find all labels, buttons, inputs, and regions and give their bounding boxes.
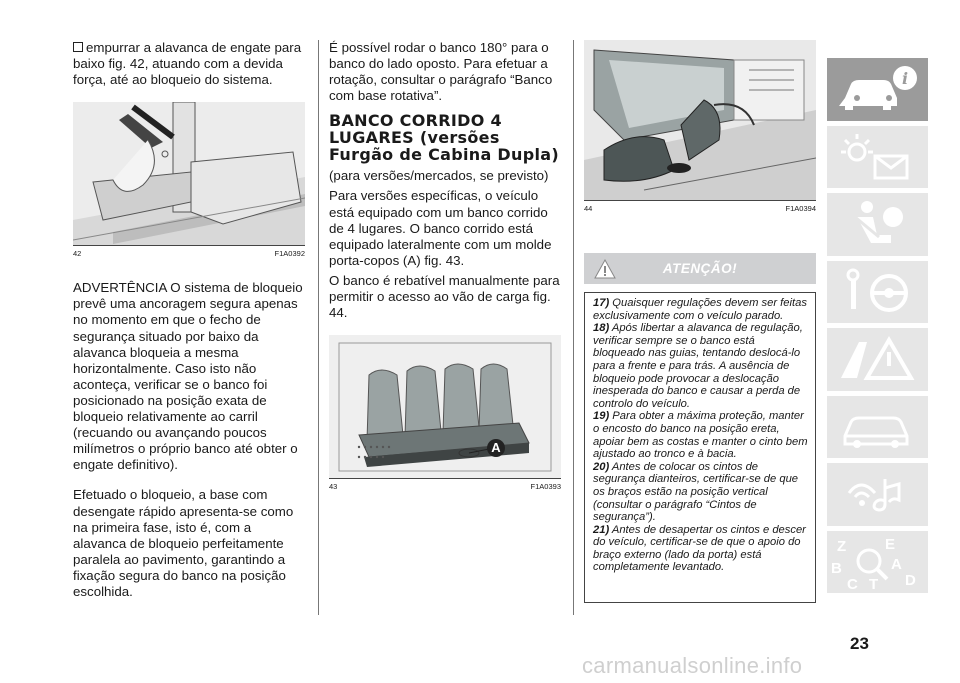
tab-starting-driving[interactable] bbox=[827, 261, 928, 324]
column-1 bbox=[73, 40, 305, 600]
figure-42-caption bbox=[73, 246, 305, 258]
warning-item: 19) Para obter a máxima proteção, manter o encosto do banco na posição ereta, apoiar bem as costas e manter o cinto bem ajustado ao tronco e à bacia. bbox=[593, 410, 808, 461]
tab-car-info[interactable] bbox=[827, 58, 928, 121]
road-hazard-icon bbox=[827, 328, 928, 390]
figure-44 bbox=[584, 40, 816, 201]
tab-multimedia[interactable] bbox=[827, 463, 928, 526]
paragraph-foldable: O banco é rebatível manualmente para permitir o acesso ao vão de carga fig. 44. bbox=[329, 272, 560, 321]
figure-44-caption bbox=[584, 201, 816, 213]
index-letter: C bbox=[847, 575, 858, 593]
figure-43-caption bbox=[329, 479, 561, 491]
paragraph-advertencia: ADVERTÊNCIA O sistema de bloqueio prevê uma ancoragem segura apenas no momento em que o fecho de segurança situado por baixo da alavanca bloqueia a mesma horizontalmente. Caso isto não aconteça, verificar se o banco foi posicionado na posição exata de bloqueio relativamente ao carril (recuando ou avançando poucos milímetros o próprio banco até obter o engate definitivo). bbox=[73, 280, 303, 473]
warning-box bbox=[584, 253, 816, 603]
column-divider bbox=[318, 40, 319, 615]
index-letter: Z bbox=[837, 537, 847, 555]
paragraph-rotation: É possível rodar o banco 180° para o banco do lado oposto. Para efetuar a rotação, consultar o parágrafo “Banco com base rotativa”. bbox=[329, 40, 553, 104]
figure-43 bbox=[329, 335, 561, 479]
tab-emergency[interactable] bbox=[827, 328, 928, 391]
folded-bench-illustration bbox=[584, 40, 816, 200]
multimedia-icon bbox=[827, 463, 928, 525]
page-number: 23 bbox=[850, 634, 869, 653]
warning-header bbox=[584, 253, 816, 284]
paragraph-lever: empurrar a alavanca de engate para baixo fig. 42, atuando com a devida força, até ao bloqueio do sistema. bbox=[73, 40, 302, 88]
warning-item: 17) Quaisquer regulações devem ser feitas exclusivamente com o veículo parado. bbox=[593, 297, 807, 322]
warning-body bbox=[584, 292, 816, 603]
index-letter: A bbox=[891, 555, 902, 573]
figure-number: 43 bbox=[329, 482, 338, 492]
section-heading: BANCO CORRIDO 4 LUGARES (versões Furgão de Cabina Dupla) bbox=[329, 111, 559, 165]
seat-lock-illustration bbox=[73, 102, 305, 245]
car-info-icon bbox=[827, 58, 928, 120]
callout-a: A bbox=[487, 439, 505, 457]
figure-number: 42 bbox=[73, 249, 82, 259]
figure-code: F1A0394 bbox=[785, 204, 816, 213]
index-letter: T bbox=[869, 575, 879, 593]
watermark: carmanualsonline.info bbox=[582, 653, 803, 678]
steering-key-icon bbox=[827, 261, 928, 323]
chapter-sidebar bbox=[827, 58, 928, 593]
tab-warning-lights[interactable] bbox=[827, 126, 928, 189]
index-letter: E bbox=[885, 535, 896, 553]
paragraph-bench-description: Para versões específicas, o veículo está equipado com um banco corrido de 4 lugares. O banco corrido está equipado lateralmente com um molde porta-copos (A) fig. 43. bbox=[329, 188, 552, 268]
warning-title: ATENÇÃO! bbox=[662, 261, 738, 276]
car-service-icon bbox=[827, 396, 928, 458]
warning-item: 21) Antes de desapertar os cintos e descer do veículo, certificar-se de que o apoio do braço externo (lado da porta) está completamente levantado. bbox=[593, 523, 806, 574]
airbag-seat-icon bbox=[827, 193, 928, 255]
checkbox-bullet-icon bbox=[73, 42, 83, 52]
figure-number: 44 bbox=[584, 204, 593, 213]
column-divider bbox=[573, 40, 574, 615]
figure-code: F1A0392 bbox=[274, 249, 305, 259]
warning-item: 20) Antes de colocar os cintos de segurança dianteiros, certificar-se de que os braços estão na posição vertical (consultar o parágrafo “Cintos de segurança”). bbox=[593, 460, 799, 524]
figure-42 bbox=[73, 102, 305, 246]
column-3 bbox=[584, 40, 816, 213]
tab-maintenance[interactable] bbox=[827, 396, 928, 459]
figure-code: F1A0393 bbox=[530, 482, 561, 492]
index-letter: D bbox=[905, 571, 916, 589]
warning-lights-icon bbox=[827, 126, 928, 188]
paragraph-market-note: (para versões/mercados, se previsto) bbox=[329, 168, 549, 184]
index-letter: B bbox=[831, 559, 842, 577]
svg-text:i: i bbox=[901, 69, 909, 88]
tab-safety[interactable] bbox=[827, 193, 928, 256]
tab-index[interactable] bbox=[827, 531, 928, 594]
paragraph-bloqueio: Efetuado o bloqueio, a base com desengate rápido apresenta-se como na primeira fase, isto é, com a alavanca de bloqueio perfeitamente paralela ao pavimento, garantindo a fixação segura do banco na posição escolhida. bbox=[73, 487, 294, 599]
index-letters-icon bbox=[827, 531, 928, 593]
bench-seat-illustration bbox=[329, 335, 561, 478]
warning-item: 18) Após libertar a alavanca de regulação, verificar sempre se o banco está bloqueado nas guias, tentando deslocá-lo para a frente e para trás. A ausência de bloqueio pode provocar a deslocação inesperada do banco e causar a perda de controlo do veículo. bbox=[593, 322, 803, 410]
column-2 bbox=[329, 40, 561, 491]
